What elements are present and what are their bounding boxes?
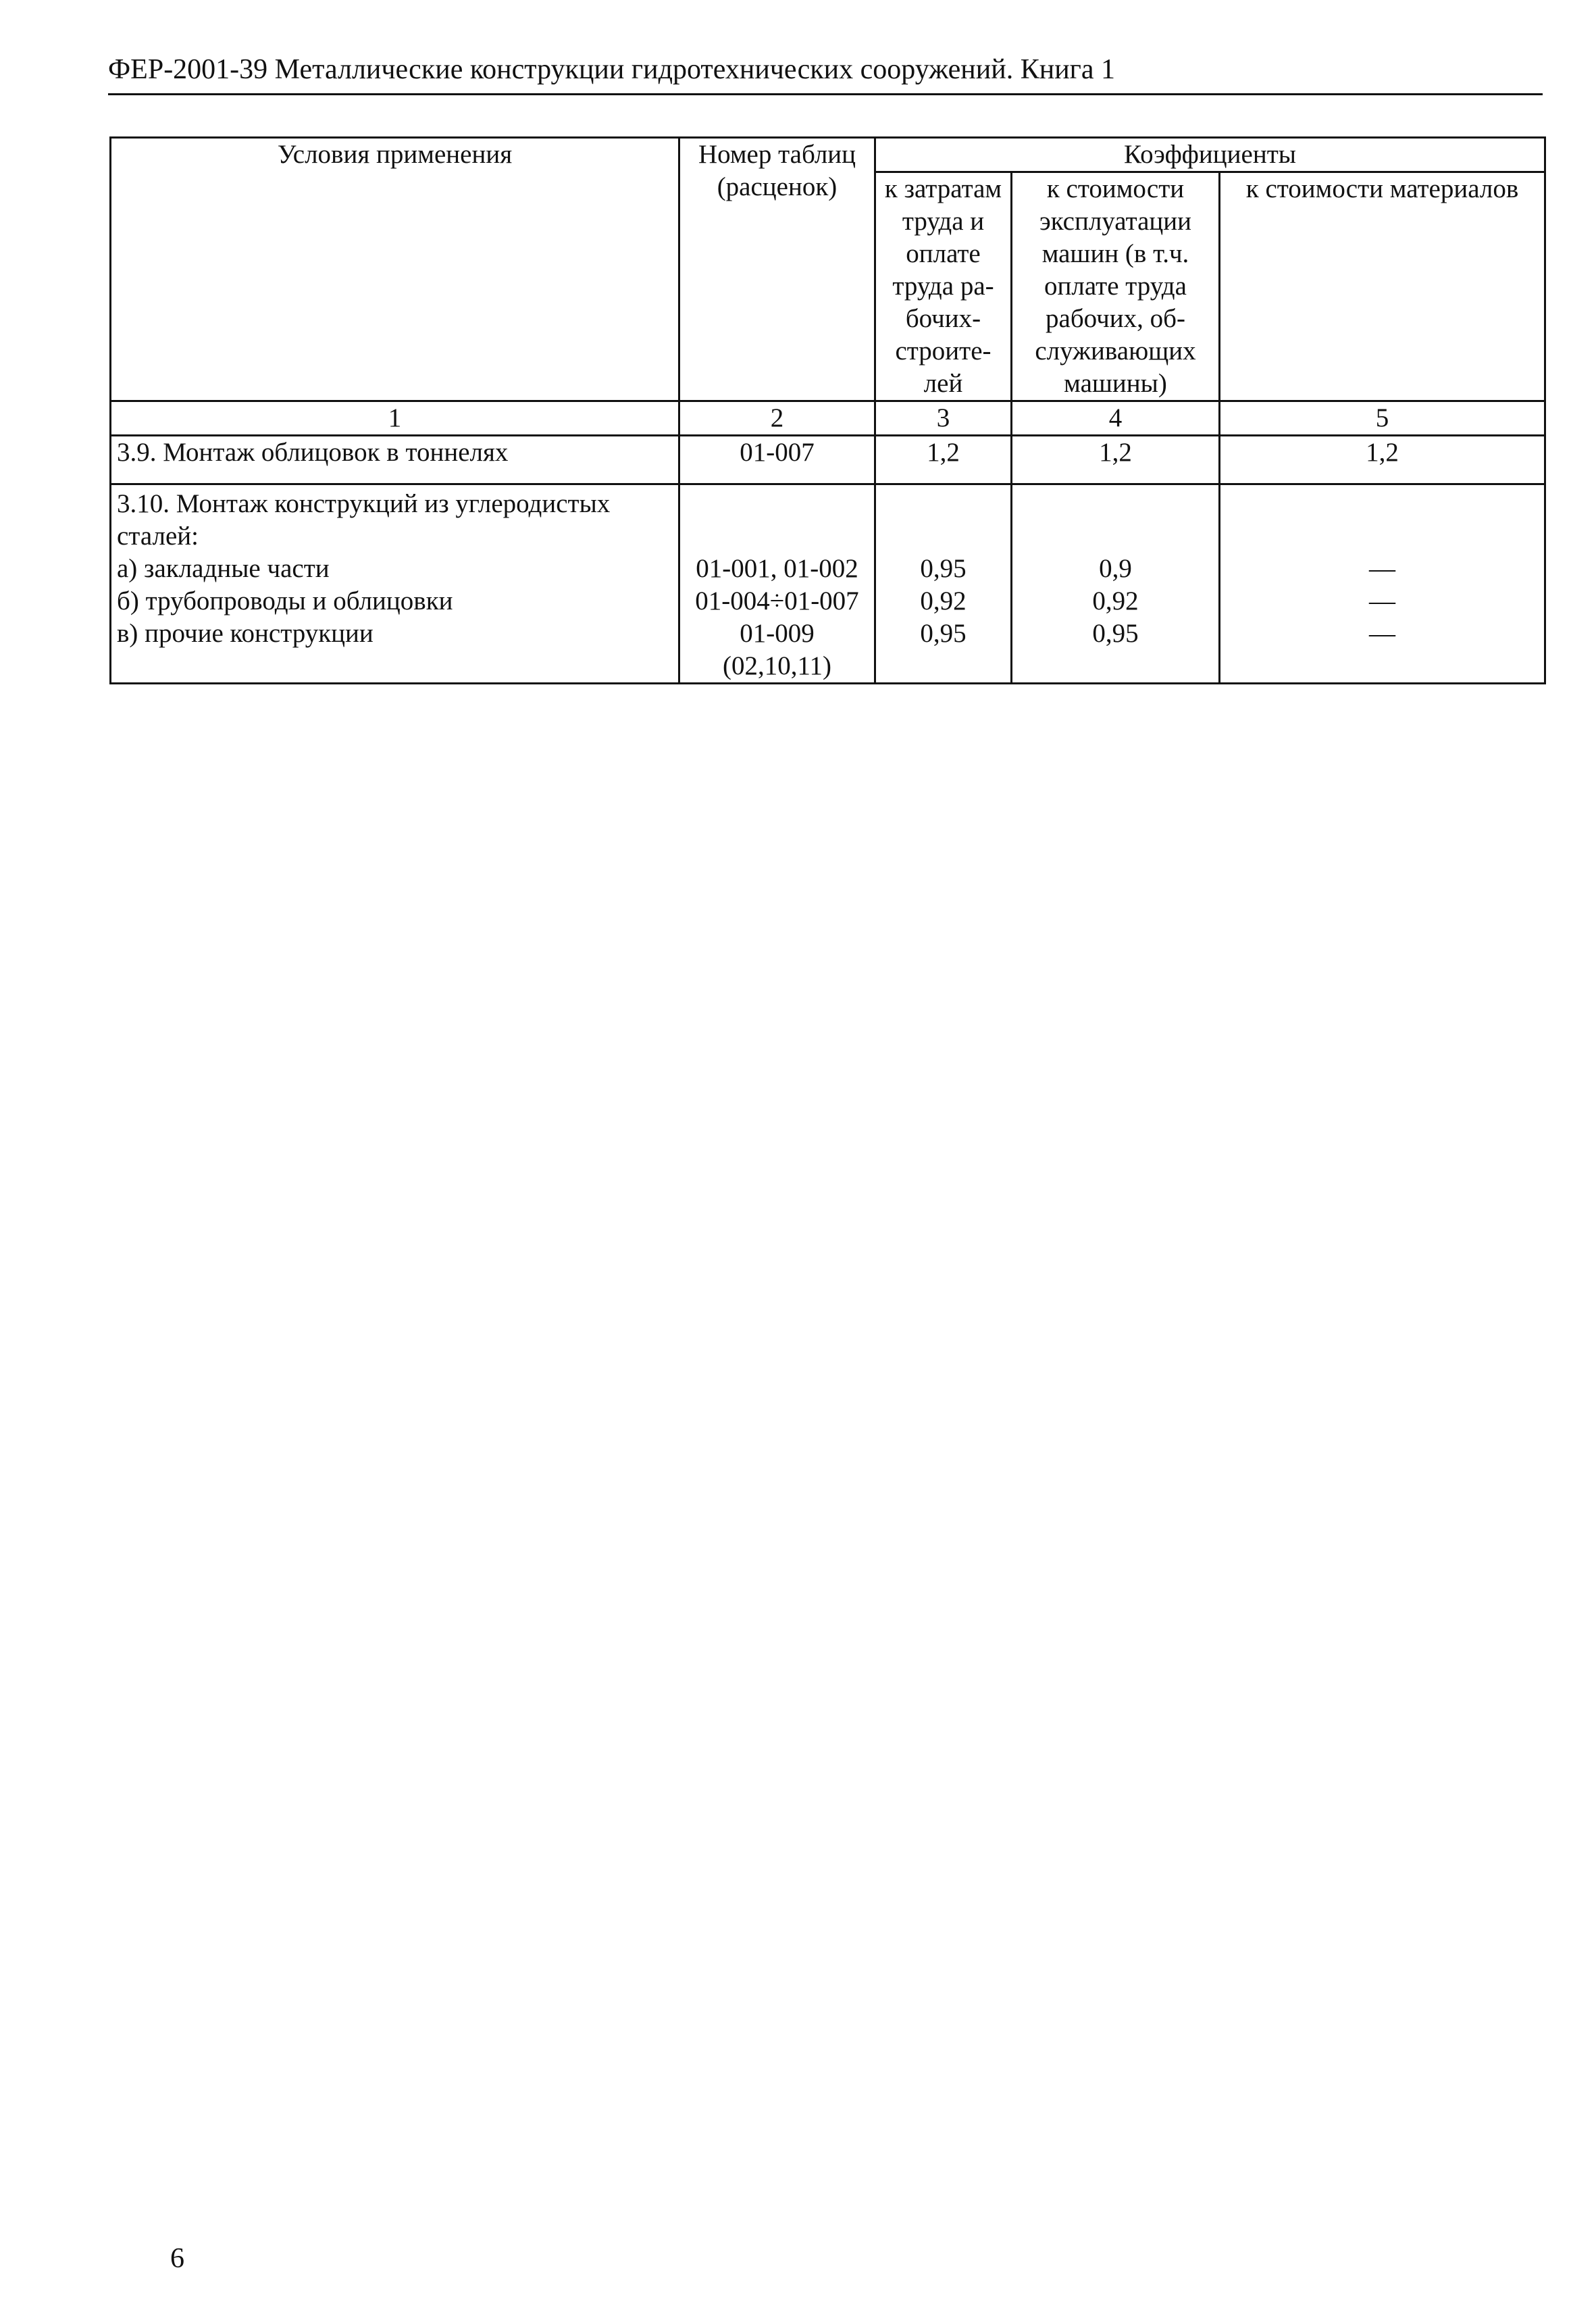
header-labor-line: к затратам [884, 174, 1002, 203]
condition-cell [111, 484, 679, 684]
table-row [111, 484, 1545, 684]
header-machines-line: служивающих [1035, 336, 1196, 366]
header-labor-line: оплате [906, 239, 981, 268]
header-machines-line: машины) [1064, 369, 1167, 398]
column-number: 2 [679, 401, 875, 436]
table-number-cell: 01-007 [679, 436, 875, 484]
table-header-row-1 [111, 138, 1545, 172]
table-row [111, 436, 1545, 484]
materials-coefficient-item: — [1369, 586, 1396, 615]
table-number-item: 01-009 [740, 619, 815, 648]
table-number-cell [679, 484, 875, 684]
condition-item: б) трубопроводы и облицовки [117, 586, 453, 615]
labor-coefficient-item: 0,92 [920, 586, 967, 615]
header-table-number-line: Номер таблиц [698, 140, 856, 169]
materials-coefficient-cell [1220, 484, 1545, 684]
page-number: 6 [170, 2243, 184, 2274]
materials-coefficient-item: — [1369, 619, 1396, 648]
labor-coefficient-item: 0,95 [920, 619, 967, 648]
condition-heading-line: сталей: [117, 522, 199, 551]
labor-coefficient-item: 0,95 [920, 554, 967, 583]
materials-coefficient-item: — [1369, 554, 1396, 583]
machines-coefficient-item: 0,92 [1092, 586, 1139, 615]
condition-item: а) закладные части [117, 554, 330, 583]
header-machines-line: машин (в т.ч. [1041, 239, 1189, 268]
column-number: 1 [111, 401, 679, 436]
header-table-number [679, 138, 875, 401]
condition-heading-line: 3.10. Монтаж конструкций из углеродистых [117, 489, 611, 518]
column-number: 4 [1012, 401, 1220, 436]
machines-coefficient-cell: 1,2 [1012, 436, 1220, 484]
column-number-row [111, 401, 1545, 436]
header-coefficients-group: Коэффициенты [875, 138, 1545, 172]
header-conditions: Условия применения [111, 138, 679, 401]
machines-coefficient-item: 0,9 [1099, 554, 1132, 583]
running-header: ФЕР-2001-39 Металлические конструкции гидротехнических сооружений. Книга 1 [108, 54, 1116, 85]
coefficients-table [109, 136, 1546, 684]
table-number-item: 01-004÷01-007 [695, 586, 859, 615]
table-number-item: 01-001, 01-002 [696, 554, 858, 583]
machines-coefficient-item: 0,95 [1092, 619, 1139, 648]
materials-coefficient-cell: 1,2 [1220, 436, 1545, 484]
header-table-number-line: (расценок) [717, 172, 838, 201]
machines-coefficient-cell [1012, 484, 1220, 684]
condition-cell: 3.9. Монтаж облицовок в тоннелях [111, 436, 679, 484]
column-number: 5 [1220, 401, 1545, 436]
header-machines-line: оплате труда [1044, 272, 1187, 301]
table-number-item: (02,10,11) [722, 651, 832, 680]
header-machines-line: эксплуатации [1039, 207, 1192, 236]
header-machines [1012, 172, 1220, 401]
header-labor-line: бочих- [905, 304, 981, 333]
header-labor-line: лей [923, 369, 963, 398]
labor-coefficient-cell: 1,2 [875, 436, 1012, 484]
header-labor-line: труда и [902, 207, 985, 236]
header-materials: к стоимости материалов [1220, 172, 1545, 401]
header-labor-line: труда ра- [892, 272, 994, 301]
header-rule [108, 93, 1543, 95]
header-machines-line: к стоимости [1046, 174, 1185, 203]
condition-item: в) прочие конструкции [117, 619, 374, 648]
header-machines-line: рабочих, об- [1046, 304, 1185, 333]
header-labor [875, 172, 1012, 401]
labor-coefficient-cell [875, 484, 1012, 684]
column-number: 3 [875, 401, 1012, 436]
header-labor-line: строите- [895, 336, 992, 366]
